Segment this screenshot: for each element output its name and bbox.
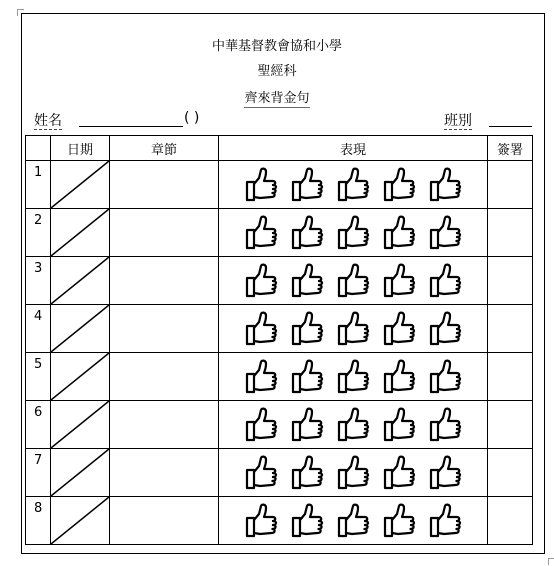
thumbs-up-icon[interactable] xyxy=(241,501,281,541)
date-diagonal-line xyxy=(51,161,109,208)
class-number-parentheses: ( ) xyxy=(184,110,200,126)
header-chapter: 章節 xyxy=(110,136,219,161)
date-diagonal-line xyxy=(51,257,109,304)
date-diagonal-line xyxy=(51,401,109,448)
thumbs-up-icon[interactable] xyxy=(379,357,419,397)
chapter-cell[interactable] xyxy=(110,209,219,257)
table-row xyxy=(26,401,533,449)
thumbs-up-icon[interactable] xyxy=(241,357,281,397)
thumbs-up-icon[interactable] xyxy=(287,309,327,349)
row-number: 2 xyxy=(34,213,43,228)
thumbs-up-icon[interactable] xyxy=(425,357,465,397)
row-number-cell xyxy=(26,401,51,449)
signature-cell[interactable] xyxy=(488,209,533,257)
thumbs-up-icon[interactable] xyxy=(379,405,419,445)
date-diagonal-line xyxy=(51,353,109,400)
thumbs-up-icon[interactable] xyxy=(241,165,281,205)
thumbs-up-icon[interactable] xyxy=(287,453,327,493)
thumbs-up-icon[interactable] xyxy=(425,405,465,445)
date-cell[interactable] xyxy=(51,353,110,401)
row-number: 1 xyxy=(34,165,43,180)
table-row xyxy=(26,497,533,545)
signature-cell[interactable] xyxy=(488,305,533,353)
row-number-cell xyxy=(26,497,51,545)
thumbs-up-icon[interactable] xyxy=(425,453,465,493)
thumbs-up-icon[interactable] xyxy=(379,165,419,205)
activity-title: 齊來背金句 xyxy=(244,91,310,106)
class-label: 班別 xyxy=(444,113,472,129)
table-row xyxy=(26,257,533,305)
signature-cell[interactable] xyxy=(488,257,533,305)
thumbs-up-icon[interactable] xyxy=(425,261,465,301)
thumbs-up-icon[interactable] xyxy=(333,261,373,301)
thumbs-up-icon[interactable] xyxy=(241,213,281,253)
thumbs-up-icon[interactable] xyxy=(379,453,419,493)
row-number: 8 xyxy=(34,501,43,516)
header-signature: 簽署 xyxy=(488,136,533,161)
thumbs-up-icon[interactable] xyxy=(425,309,465,349)
thumbs-up-icon[interactable] xyxy=(425,165,465,205)
thumbs-up-icon[interactable] xyxy=(241,453,281,493)
row-number: 6 xyxy=(34,405,43,420)
row-number-cell xyxy=(26,353,51,401)
thumbs-up-icon[interactable] xyxy=(425,213,465,253)
thumbs-up-icon[interactable] xyxy=(333,501,373,541)
record-table xyxy=(25,135,533,545)
performance-cell xyxy=(219,497,488,545)
date-diagonal-line xyxy=(51,497,109,544)
signature-cell[interactable] xyxy=(488,497,533,545)
table-row xyxy=(26,209,533,257)
chapter-cell[interactable] xyxy=(110,401,219,449)
chapter-cell[interactable] xyxy=(110,161,219,209)
thumbs-up-icon[interactable] xyxy=(241,405,281,445)
thumbs-up-icon[interactable] xyxy=(333,357,373,397)
thumbs-up-icon[interactable] xyxy=(333,213,373,253)
chapter-cell[interactable] xyxy=(110,305,219,353)
date-diagonal-line xyxy=(51,305,109,352)
row-number-cell xyxy=(26,449,51,497)
row-number-cell xyxy=(26,257,51,305)
thumbs-up-icon[interactable] xyxy=(287,357,327,397)
date-cell[interactable] xyxy=(51,257,110,305)
thumbs-up-icon[interactable] xyxy=(333,165,373,205)
chapter-cell[interactable] xyxy=(110,497,219,545)
date-cell[interactable] xyxy=(51,401,110,449)
performance-cell xyxy=(219,257,488,305)
date-diagonal-line xyxy=(51,209,109,256)
thumbs-up-icon[interactable] xyxy=(241,309,281,349)
class-blank-line[interactable] xyxy=(489,126,532,127)
chapter-cell[interactable] xyxy=(110,353,219,401)
thumbs-up-icon[interactable] xyxy=(241,261,281,301)
performance-cell xyxy=(219,305,488,353)
thumbs-up-icon[interactable] xyxy=(379,261,419,301)
signature-cell[interactable] xyxy=(488,401,533,449)
table-header-row xyxy=(26,136,533,161)
signature-cell[interactable] xyxy=(488,353,533,401)
thumbs-up-icon[interactable] xyxy=(287,261,327,301)
name-blank-line[interactable] xyxy=(79,126,183,127)
table-row xyxy=(26,353,533,401)
subject-title: 聖經科 xyxy=(257,64,297,79)
thumbs-up-icon[interactable] xyxy=(333,309,373,349)
thumbs-up-icon[interactable] xyxy=(379,501,419,541)
performance-cell xyxy=(219,161,488,209)
thumbs-up-icon[interactable] xyxy=(333,453,373,493)
date-cell[interactable] xyxy=(51,305,110,353)
page-corner-mark xyxy=(548,558,554,565)
header-performance: 表現 xyxy=(219,136,488,161)
thumbs-up-icon[interactable] xyxy=(287,165,327,205)
performance-cell xyxy=(219,401,488,449)
row-number-cell xyxy=(26,161,51,209)
thumbs-up-icon[interactable] xyxy=(287,501,327,541)
header-number xyxy=(26,136,51,161)
table-row xyxy=(26,161,533,209)
performance-cell xyxy=(219,353,488,401)
date-diagonal-line xyxy=(51,449,109,496)
row-number: 7 xyxy=(34,453,43,468)
thumbs-up-icon[interactable] xyxy=(287,405,327,445)
row-number: 3 xyxy=(34,261,43,276)
table-row xyxy=(26,449,533,497)
thumbs-up-icon[interactable] xyxy=(379,213,419,253)
thumbs-up-icon[interactable] xyxy=(333,405,373,445)
signature-cell[interactable] xyxy=(488,161,533,209)
name-label: 姓名 xyxy=(34,113,62,129)
date-cell[interactable] xyxy=(51,497,110,545)
row-number: 5 xyxy=(34,357,43,372)
school-title: 中華基督教會協和小學 xyxy=(211,39,342,54)
date-cell[interactable] xyxy=(51,161,110,209)
chapter-cell[interactable] xyxy=(110,449,219,497)
date-cell[interactable] xyxy=(51,449,110,497)
table-row xyxy=(26,305,533,353)
header-date: 日期 xyxy=(51,136,110,161)
signature-cell[interactable] xyxy=(488,449,533,497)
thumbs-up-icon[interactable] xyxy=(425,501,465,541)
performance-cell xyxy=(219,449,488,497)
performance-cell xyxy=(219,209,488,257)
row-number: 4 xyxy=(34,309,43,324)
row-number-cell xyxy=(26,305,51,353)
date-cell[interactable] xyxy=(51,209,110,257)
thumbs-up-icon[interactable] xyxy=(287,213,327,253)
row-number-cell xyxy=(26,209,51,257)
thumbs-up-icon[interactable] xyxy=(379,309,419,349)
chapter-cell[interactable] xyxy=(110,257,219,305)
